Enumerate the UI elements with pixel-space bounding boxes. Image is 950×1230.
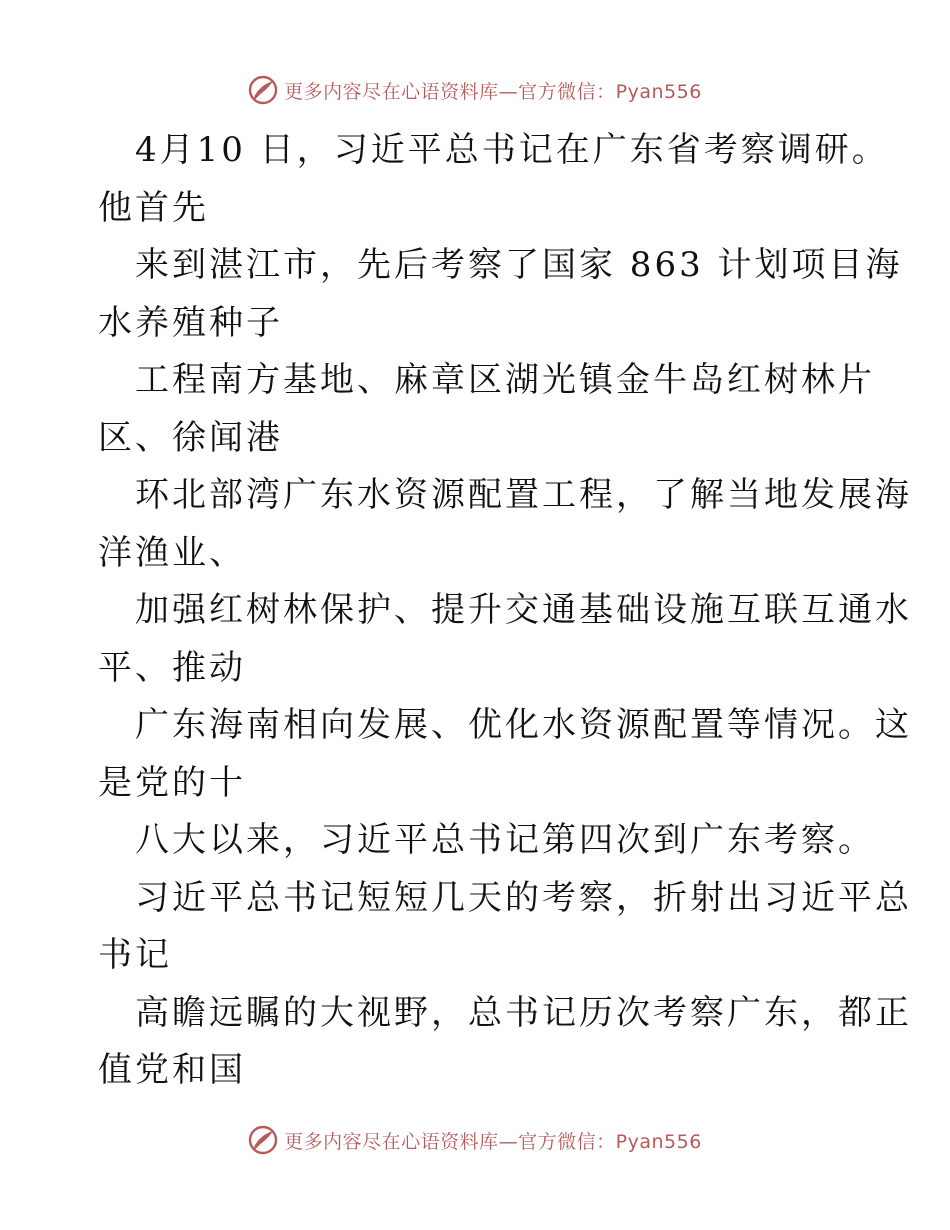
footer-watermark bbox=[0, 1120, 950, 1160]
text-line: 来到湛江市，先后考察了国家 863 计划项目海 bbox=[135, 245, 903, 285]
text-line: 是党的十 bbox=[98, 762, 246, 803]
text-line: 平、推动 bbox=[98, 647, 246, 688]
text-line: 区、徐闻港 bbox=[98, 417, 283, 458]
text-line: 他首先 bbox=[98, 187, 209, 228]
watermark-text: 更多内容尽在心语资料库—官方微信：Pyan556 bbox=[284, 80, 702, 103]
quill-pen-icon bbox=[248, 1125, 278, 1155]
text-line: 书记 bbox=[98, 935, 172, 975]
text-line: 4月10 日，习近平总书记在广东省考察调研。 bbox=[135, 130, 889, 170]
watermark-text: 更多内容尽在心语资料库—官方微信：Pyan556 bbox=[284, 1130, 702, 1153]
text-line: 值党和国 bbox=[98, 1050, 246, 1090]
text-line: 八大以来，习近平总书记第四次到广东考察。 bbox=[135, 820, 875, 860]
text-line: 高瞻远瞩的大视野，总书记历次考察广东，都正 bbox=[135, 992, 912, 1033]
quill-pen-icon bbox=[248, 75, 278, 105]
text-line: 工程南方基地、麻章区湖光镇金牛岛红树林片 bbox=[135, 360, 875, 400]
text-line: 习近平总书记短短几天的考察，折射出习近平总 bbox=[135, 877, 912, 918]
text-line: 水养殖种子 bbox=[98, 302, 283, 343]
text-line: 洋渔业、 bbox=[98, 532, 246, 573]
text-line: 环北部湾广东水资源配置工程，了解当地发展海 bbox=[135, 475, 912, 515]
text-line: 广东海南相向发展、优化水资源配置等情况。这 bbox=[135, 705, 912, 745]
document-body bbox=[98, 122, 912, 1100]
header-watermark bbox=[0, 70, 950, 110]
text-line: 加强红树林保护、提升交通基础设施互联互通水 bbox=[135, 590, 912, 630]
